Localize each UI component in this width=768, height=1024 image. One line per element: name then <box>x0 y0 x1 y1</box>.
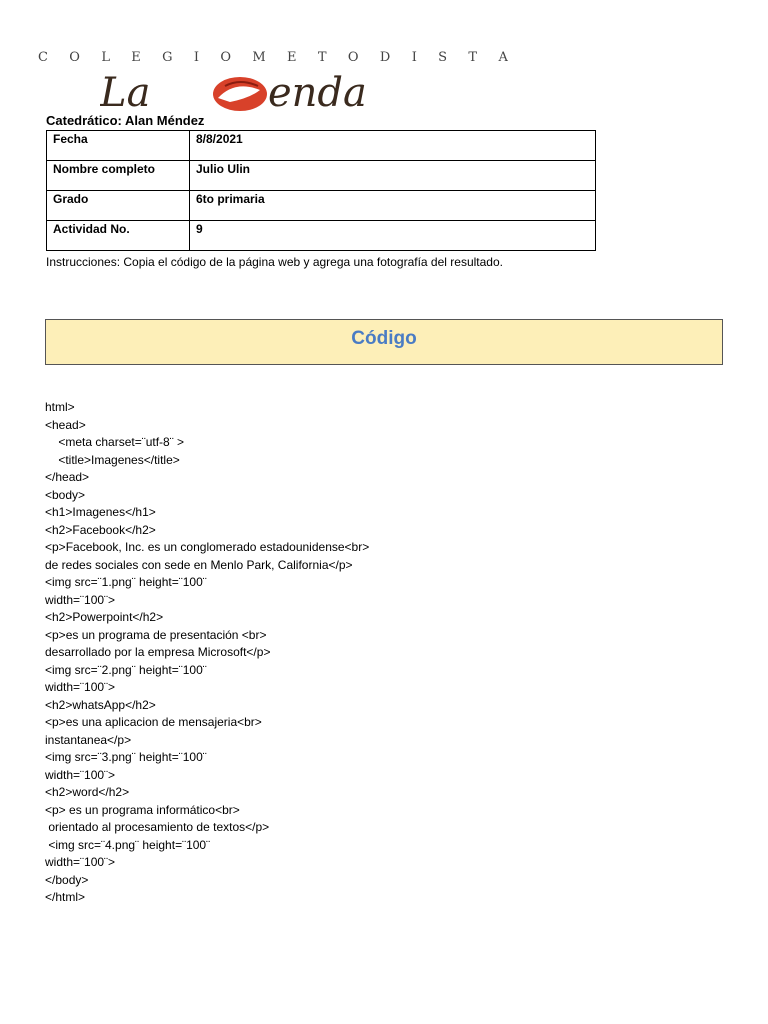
code-line: width=¨100¨> <box>45 767 116 782</box>
info-key: Fecha <box>47 131 190 161</box>
code-line: <p>es una aplicacion de mensajeria<br> <box>45 715 262 729</box>
code-section-header <box>45 319 723 365</box>
info-row <box>47 131 596 161</box>
logo-letter: S <box>438 50 448 65</box>
logo-letter: D <box>379 50 391 65</box>
code-line: de redes sociales con sede en Menlo Park, California</p> <box>45 557 353 572</box>
logo-letter: I <box>411 50 417 65</box>
logo-letter: C <box>38 50 48 65</box>
code-line: </head> <box>45 470 90 484</box>
logo-letter: E <box>287 50 297 65</box>
info-value: 9 <box>190 221 596 251</box>
code-line: <p>es un programa de presentación <br> <box>45 627 267 642</box>
instructions-text: Instrucciones: Copia el código de la página web y agrega una fotografía del resultado. <box>46 255 503 269</box>
logo-swirl-icon <box>213 77 267 111</box>
info-value: Julio Ulin <box>190 161 596 191</box>
code-line: orientado al procesamiento de textos</p> <box>45 820 270 834</box>
school-logo-graphic <box>100 68 430 114</box>
info-value: 6to primaria <box>190 191 596 221</box>
code-line: <img src=¨3.png¨ height=¨100¨ <box>45 750 207 764</box>
info-key: Nombre completo <box>47 161 190 191</box>
code-line: desarrollado por la empresa Microsoft</p> <box>45 645 271 659</box>
code-line: <h1>Imagenes</h1> <box>45 505 156 519</box>
code-line: <h2>Powerpoint</h2> <box>45 610 164 624</box>
logo-letter: T <box>468 50 478 65</box>
logo-letter: A <box>498 50 508 65</box>
logo-script-right: enda <box>268 70 367 114</box>
info-value: 8/8/2021 <box>190 131 596 161</box>
info-key: Grado <box>47 191 190 221</box>
code-line: <h2>Facebook</h2> <box>45 522 156 537</box>
logo-script-left: La <box>100 70 151 114</box>
school-logo <box>100 68 430 114</box>
logo-letter: T <box>317 50 327 65</box>
logo-letter: E <box>131 50 141 65</box>
code-line: <head> <box>45 417 86 432</box>
logo-letter: O <box>220 50 232 65</box>
code-line: html> <box>45 400 75 414</box>
teacher-name: Catedrático: Alan Méndez <box>46 113 205 128</box>
code-line: <p> es un programa informático<br> <box>45 802 240 817</box>
code-line: <body> <box>45 487 86 502</box>
logo-letter: L <box>101 50 110 65</box>
info-row <box>47 191 596 221</box>
code-line: <h2>word</h2> <box>45 785 130 799</box>
code-line: <title>Imagenes</title> <box>45 452 180 467</box>
logo-letter: G <box>162 50 173 65</box>
code-listing <box>45 399 369 907</box>
code-line: </html> <box>45 890 86 904</box>
code-line: <img src=¨1.png¨ height=¨100¨ <box>45 575 207 589</box>
code-line: </body> <box>45 872 89 887</box>
student-info-table <box>46 130 596 251</box>
code-line: width=¨100¨> <box>45 592 116 607</box>
info-row <box>47 221 596 251</box>
code-line: <h2>whatsApp</h2> <box>45 697 156 712</box>
logo-letter: O <box>69 50 80 65</box>
info-key: Actividad No. <box>47 221 190 251</box>
code-line: width=¨100¨> <box>45 680 116 694</box>
code-line: <p>Facebook, Inc. es un conglomerado estadounidense<br> <box>45 540 370 554</box>
code-line: <img src=¨2.png¨ height=¨100¨ <box>45 662 207 677</box>
logo-letter: O <box>347 50 359 65</box>
logo-letter: M <box>252 50 266 65</box>
code-line: instantanea</p> <box>45 732 132 747</box>
school-name-letters <box>38 50 508 65</box>
info-row <box>47 161 596 191</box>
code-section-title: Código <box>351 328 417 349</box>
logo-letter: I <box>193 50 200 65</box>
code-line: <img src=¨4.png¨ height=¨100¨ <box>45 837 211 852</box>
code-line: <meta charset=¨utf-8¨ > <box>45 435 185 449</box>
code-line: width=¨100¨> <box>45 855 116 869</box>
